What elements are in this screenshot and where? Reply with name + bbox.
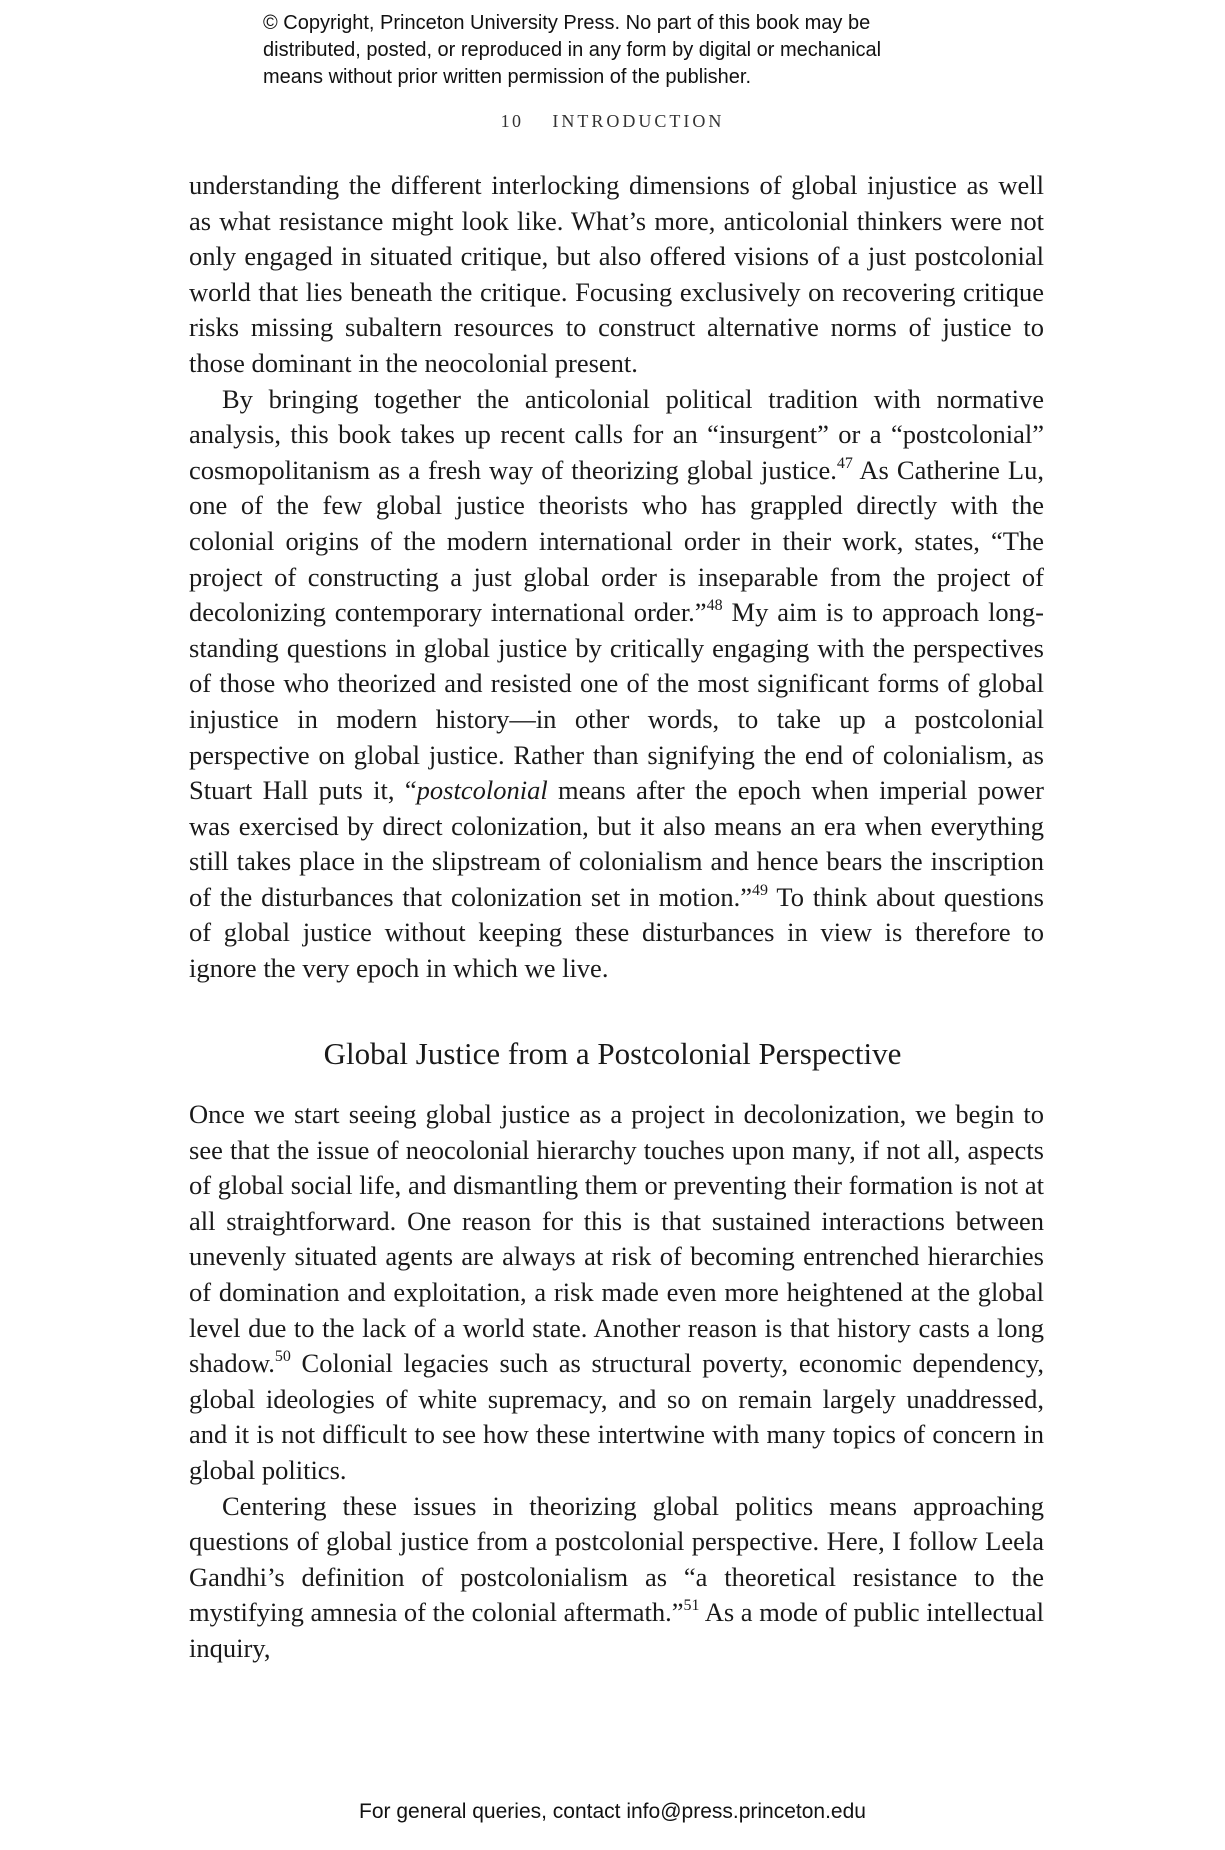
copyright-line-1: © Copyright, Princeton University Press. No part of this book may be xyxy=(263,12,871,34)
paragraph-3 xyxy=(189,1097,1044,1489)
body-text-bottom xyxy=(189,1097,1044,1667)
running-head xyxy=(0,111,1225,132)
copyright-line-2: distributed, posted, or reproduced in any form by digital or mechanical xyxy=(263,39,882,61)
footnote-ref-48: 48 xyxy=(706,597,723,615)
paragraph-2 xyxy=(189,382,1044,987)
running-head-title: INTRODUCTION xyxy=(552,111,725,131)
paragraph-3-text-2: Colonial legacies such as structural poverty, economic dependency, global ideologies of white supremacy, and so on remain largely unaddressed, and it is not difficult to see how these intertwine with many topics of concern in global politics. xyxy=(189,1348,1044,1485)
paragraph-2-text-1: By bringing together the anticolonial political tradition with normative analysis, this book takes up recent calls for an “insurgent” or a “postcolonial” cosmopolitanism as a fresh way of theorizing global justice. xyxy=(189,383,1044,485)
footnote-ref-50: 50 xyxy=(274,1348,291,1366)
paragraph-4-text-1: Centering these issues in theorizing global politics means approaching questions of global justice from a postcolonial perspective. Here, I follow Leela Gandhi’s definition of postcolonialism as “a theoretical resistance to the mystifying amnesia of the colonial aftermath.” xyxy=(189,1490,1044,1628)
copyright-line-3: means without prior written permission of the publisher. xyxy=(263,66,752,88)
paragraph-3-text-1: Once we start seeing global justice as a project in decolonization, we begin to see that the issue of neocolonial hierarchy touches upon many, if not all, aspects of global social life, and dismantling them or preventing their formation is not at all straightforward. One reason for this is that sustained interactions between unevenly situated agents are always at risk of becoming entrenched hierarchies of domination and exploitation, a risk made even more heightened at the global level due to the lack of a world state. Another reason is that history casts a long shadow. xyxy=(189,1099,1044,1379)
paragraph-2-text-2: As Catherine Lu, one of the few global justice theorists who has grappled directly with the colonial origins of the modern international order in their work, states, “The project of constructing a just global order is inseparable from the project of decolonizing contemporary international order.” xyxy=(189,454,1044,628)
paragraph-2-text-3: My aim is to approach long-standing questions in global justice by critically engaging with the perspectives of those who theorized and resisted one of the most significant forms of global injustice in modern history—in other words, to take up a postcolonial perspective on global justice. Rather than signifying the end of colonialism, as Stuart Hall puts it, “ xyxy=(189,597,1045,806)
section-heading: Global Justice from a Postcolonial Perspective xyxy=(323,1036,902,1071)
page-number: 10 xyxy=(500,111,524,131)
paragraph-4-text-2: As a mode of public intellectual inquiry, xyxy=(189,1597,1044,1663)
footnote-ref-51: 51 xyxy=(683,1597,700,1615)
copyright-notice xyxy=(263,10,983,91)
paragraph-1: understanding the different interlocking dimensions of global injustice as well as what resistance might look like. What’s more, anticolonial thinkers were not only engaged in situated critique, but also offered visions of a just postcolonial world that lies beneath the critique. Focusing exclusively on recovering critique risks missing subaltern resources to construct alternative norms of justice to those dominant in the neocolonial present. xyxy=(189,170,1044,378)
paragraph-2-text-5: To think about questions of global justice without keeping these disturbances in view is therefore to ignore the very epoch in which we live. xyxy=(189,881,1044,984)
footnote-ref-47: 47 xyxy=(836,454,853,472)
footnote-ref-49: 49 xyxy=(752,881,769,899)
body-text-top xyxy=(189,168,1044,987)
paragraph-2-text-4: means after the epoch when imperial power was exercised by direct colonization, but it also means an era when everything still takes place in the slipstream of colonialism and hence bears the inscription of the disturbances that colonization set in motion.” xyxy=(189,775,1044,912)
paragraph-4 xyxy=(189,1489,1044,1667)
paragraph-2-italic: postcolonial xyxy=(416,775,548,806)
footer-contact: For general queries, contact info@press.princeton.edu xyxy=(359,1800,866,1823)
